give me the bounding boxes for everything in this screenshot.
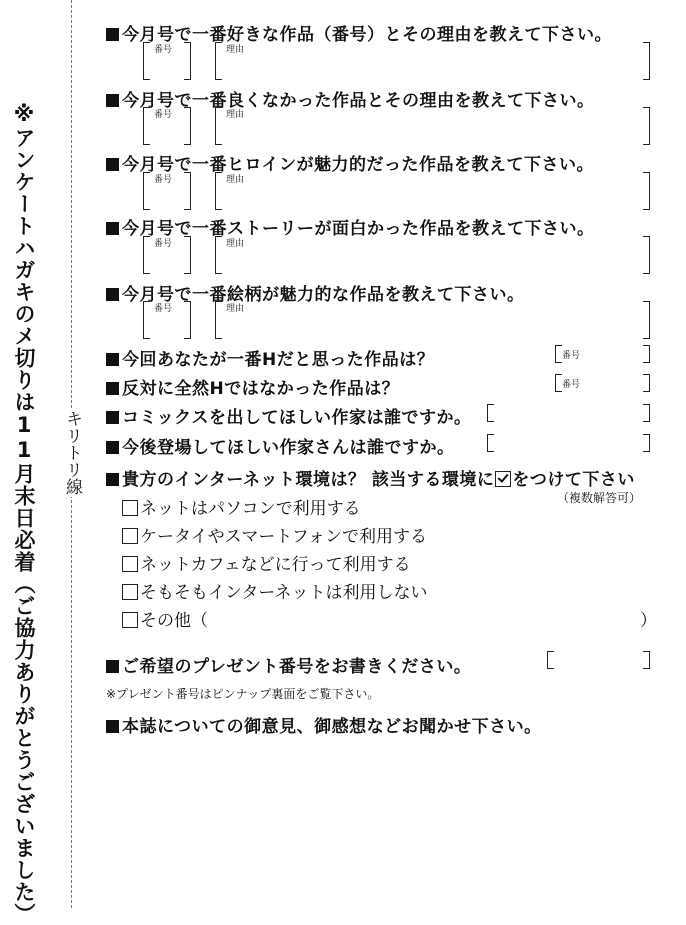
reason-label: 理由 [226, 239, 245, 249]
number-label: 番号 [154, 45, 173, 55]
square-bullet-icon [106, 720, 119, 733]
square-bullet-icon [106, 94, 119, 107]
present-note: ※プレゼント番号はピンナップ裏面をご覧下さい。 [106, 687, 380, 701]
checkbox[interactable] [122, 612, 138, 628]
reason-label: 理由 [226, 110, 245, 120]
present-number-field[interactable] [547, 651, 554, 669]
question-least-h: 反対に全然Hではなかった作品は？ [106, 374, 399, 399]
square-bullet-icon [106, 353, 119, 366]
number-field[interactable] [143, 236, 150, 274]
square-bullet-icon [106, 441, 119, 454]
question-favorite: 今月号で一番好きな作品（番号）とその理由を教えて下さい。 [106, 20, 612, 45]
option-pc[interactable]: ネットはパソコンで利用する [122, 494, 361, 519]
number-field[interactable] [143, 172, 150, 210]
square-bullet-icon [106, 158, 119, 171]
cut-line-label: キリトリ線 [62, 410, 82, 495]
other-close-paren: ） [640, 611, 657, 631]
number-field[interactable] [143, 107, 150, 145]
reason-field[interactable] [215, 301, 222, 339]
square-bullet-icon [106, 28, 119, 41]
question-future-author: 今後登場してほしい作家さんは誰ですか。 [106, 433, 455, 458]
square-bullet-icon [106, 411, 119, 424]
option-no-internet[interactable]: そもそもインターネットは利用しない [122, 578, 427, 603]
reason-field[interactable] [215, 172, 222, 210]
checkmark-icon [495, 471, 511, 487]
checkbox[interactable] [122, 584, 138, 600]
number-label: 番号 [154, 239, 173, 249]
reason-field[interactable] [215, 42, 222, 80]
reason-label: 理由 [226, 45, 245, 55]
question-art: 今月号で一番絵柄が魅力的な作品を教えて下さい。 [106, 280, 525, 305]
deadline-note: ※アンケートハガキのメ切りは11月末日必着（ご協力ありがとうございました） [12, 102, 36, 925]
number-field[interactable] [555, 345, 562, 363]
checkbox[interactable] [122, 556, 138, 572]
square-bullet-icon [106, 288, 119, 301]
reason-field[interactable] [215, 107, 222, 145]
number-label: 番号 [562, 351, 581, 361]
question-heroine: 今月号で一番ヒロインが魅力的だった作品を教えて下さい。 [106, 150, 594, 175]
question-story: 今月号で一番ストーリーが面白かった作品を教えて下さい。 [106, 214, 595, 239]
square-bullet-icon [106, 382, 119, 395]
question-most-h: 今回あなたが一番Hだと思った作品は？ [106, 345, 434, 370]
reason-label: 理由 [226, 175, 245, 185]
number-label: 番号 [154, 175, 173, 185]
square-bullet-icon [106, 222, 119, 235]
checkbox[interactable] [122, 528, 138, 544]
number-label: 番号 [562, 380, 581, 390]
option-other[interactable]: その他（ [122, 606, 208, 631]
question-present: ご希望のプレゼント番号をお書きください。 [106, 652, 471, 677]
author-field[interactable] [487, 434, 494, 452]
square-bullet-icon [106, 473, 119, 486]
number-label: 番号 [154, 304, 173, 314]
question-worst: 今月号で一番良くなかった作品とその理由を教えて下さい。 [106, 86, 595, 111]
checkbox[interactable] [122, 500, 138, 516]
author-field[interactable] [487, 404, 494, 422]
question-internet: 貴方のインターネット環境は？ 該当する環境に をつけて下さい [106, 465, 635, 490]
reason-label: 理由 [226, 304, 245, 314]
number-field[interactable] [143, 301, 150, 339]
number-label: 番号 [154, 110, 173, 120]
option-mobile[interactable]: ケータイやスマートフォンで利用する [122, 522, 427, 547]
number-field[interactable] [555, 374, 562, 392]
number-field[interactable] [143, 42, 150, 80]
square-bullet-icon [106, 660, 119, 673]
question-comics-author: コミックスを出してほしい作家は誰ですか。 [106, 403, 472, 428]
reason-field[interactable] [215, 236, 222, 274]
opinion-area[interactable] [100, 740, 660, 900]
option-net-cafe[interactable]: ネットカフェなどに行って利用する [122, 550, 411, 575]
multiple-answers-note: （複数解答可） [557, 491, 642, 505]
question-opinion: 本誌についての御意見、御感想などお聞かせ下さい。 [106, 712, 542, 737]
